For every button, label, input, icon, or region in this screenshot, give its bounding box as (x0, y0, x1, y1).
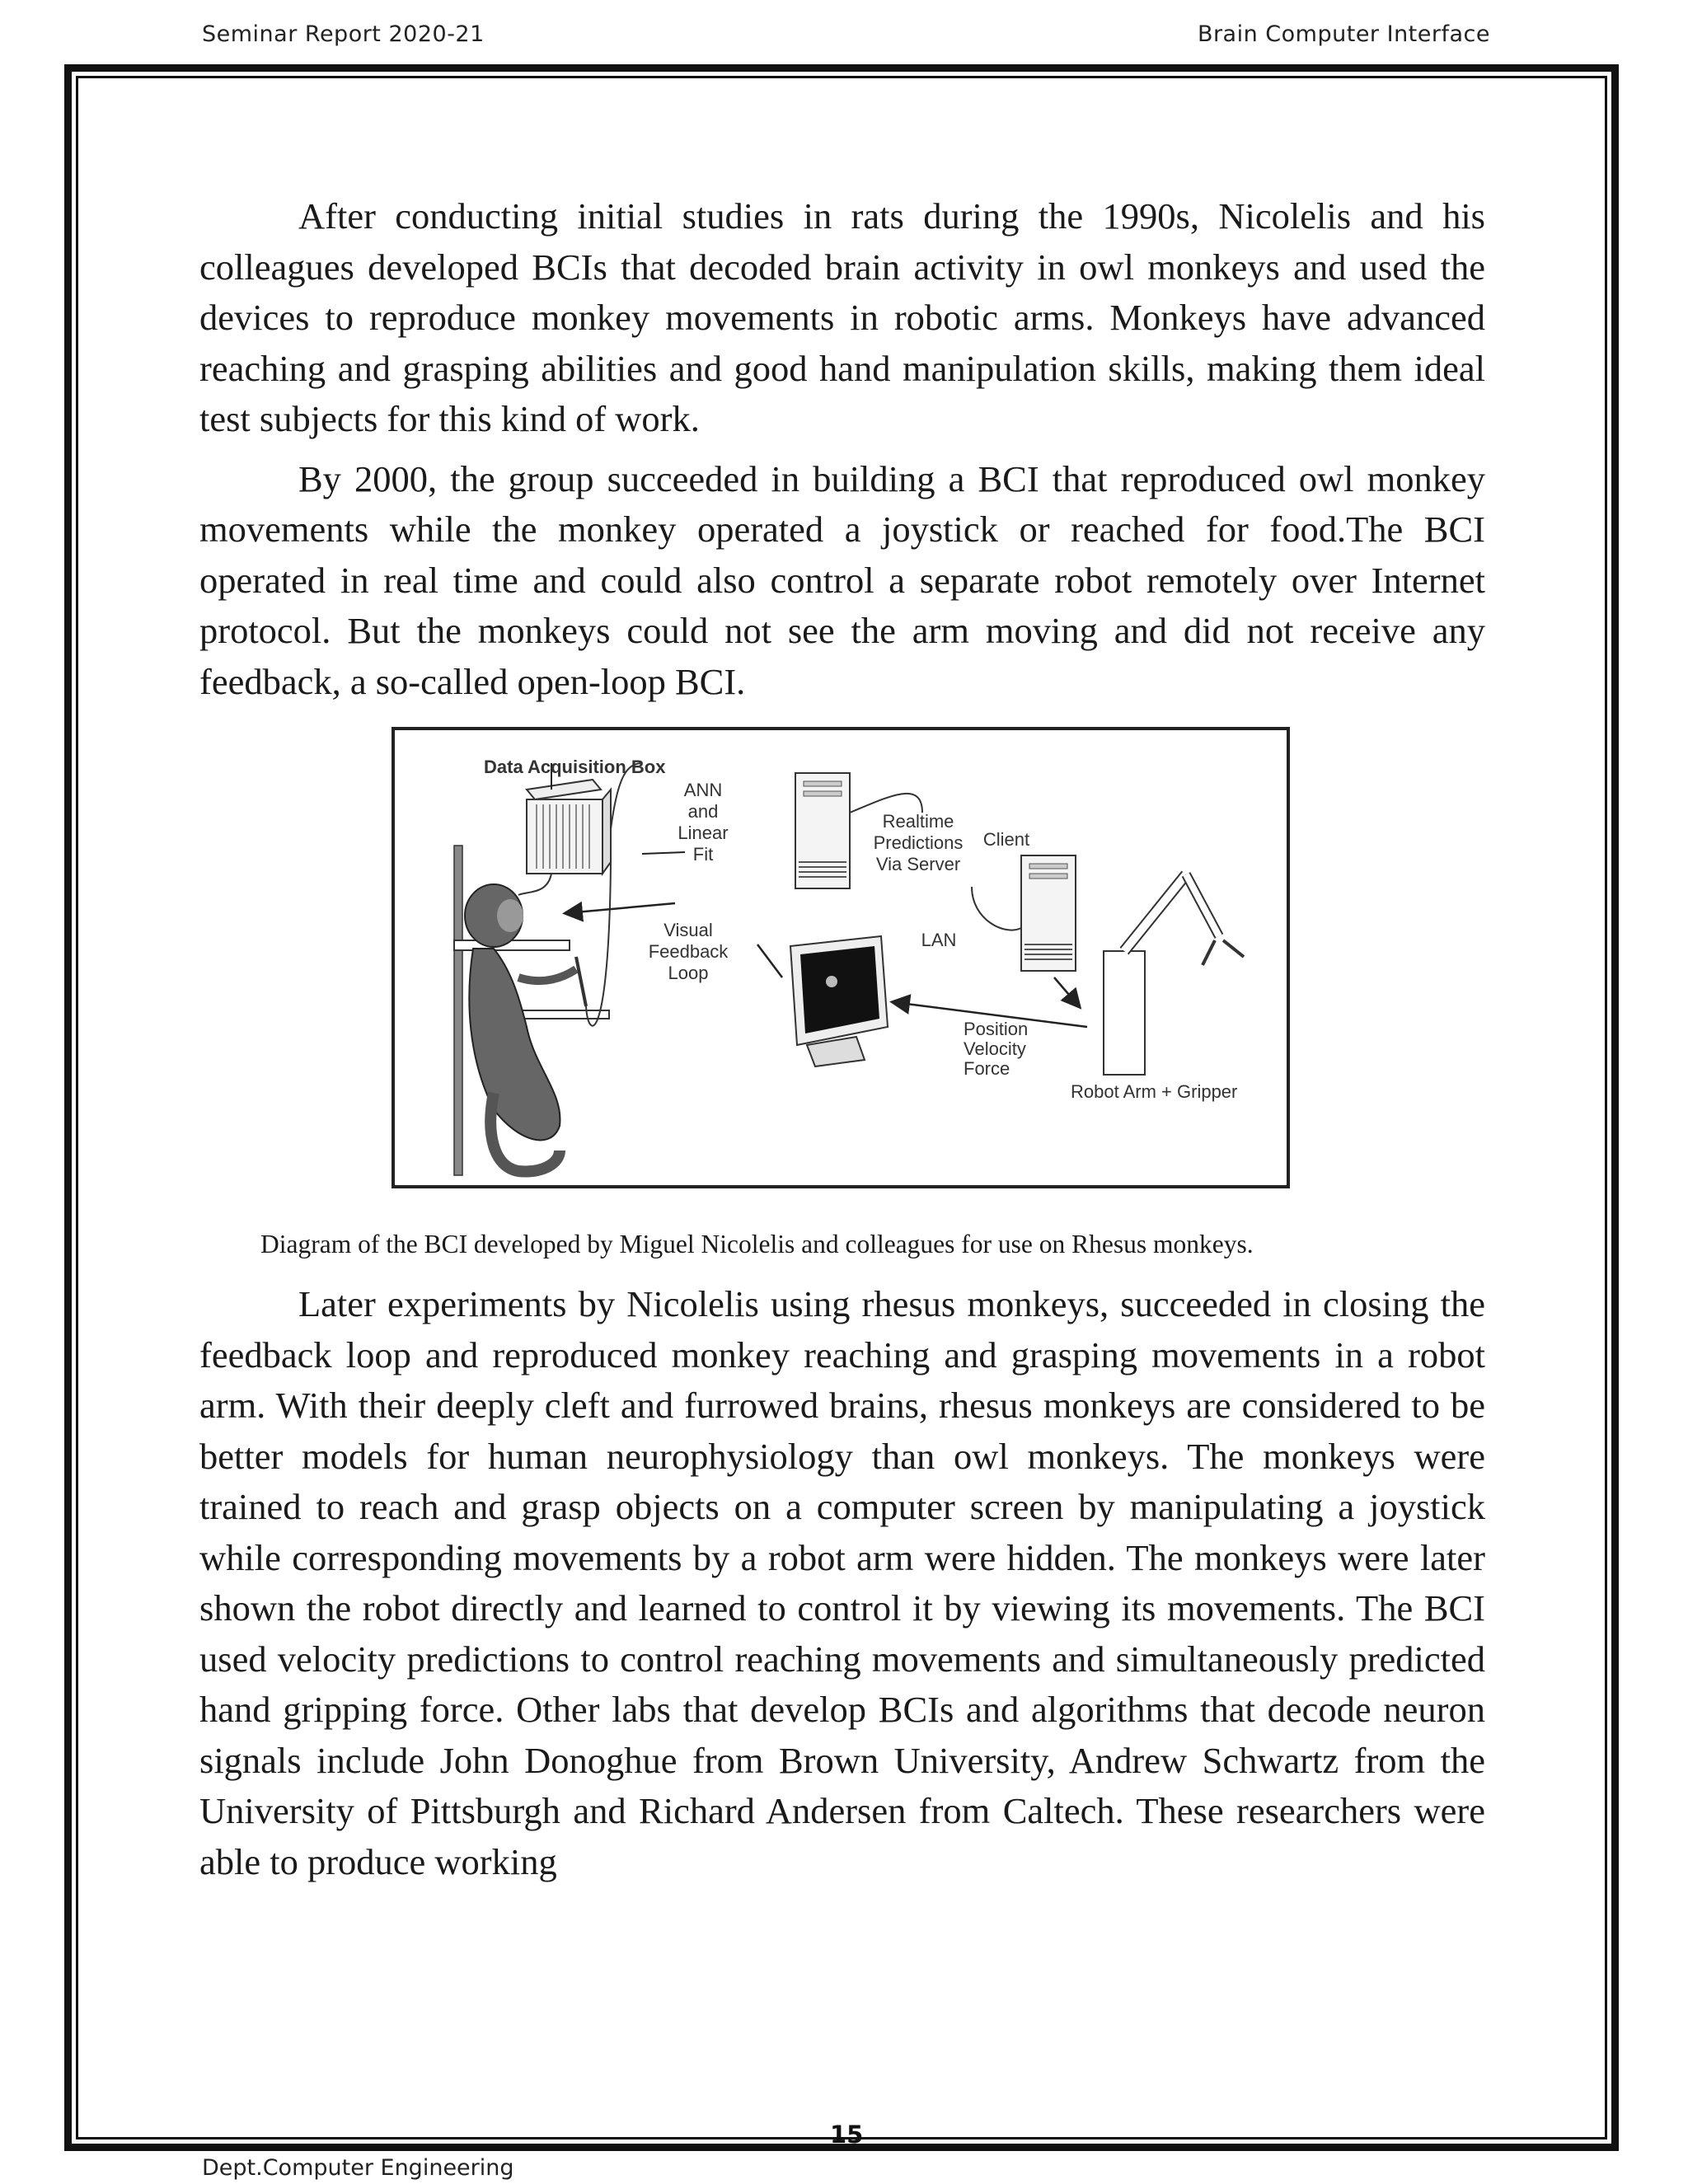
header-topic: Brain Computer Interface (1197, 21, 1490, 47)
label-loop: Loop (668, 963, 709, 983)
label-and: and (687, 801, 719, 822)
figure-caption: Diagram of the BCI developed by Miguel Nicolelis and colleagues for use on Rhesus monkeys. (260, 1230, 1254, 1258)
page-body (199, 191, 1485, 1887)
label-feedback: Feedback (648, 941, 729, 962)
footer-department: Dept.Computer Engineering (202, 2155, 514, 2181)
label-client: Client (982, 829, 1030, 850)
paragraph-owl-monkeys: After conducting initial studies in rats during the 1990s, Nicolelis and his colleagues developed BCIs that decoded brain activity in owl monkeys and used the devices to reproduce monkey movements in robotic arms. Monkeys have advanced reaching and grasping abilities and good hand manipulation skills, making them ideal test subjects for this kind of work. (199, 195, 1485, 439)
label-ann: ANN (683, 780, 723, 800)
page-number: 15 (830, 2121, 864, 2149)
label-visual: Visual (663, 920, 713, 940)
label-data-acquisition-box: Data Acquisition Box (484, 757, 666, 777)
label-position: Position (964, 1019, 1029, 1039)
server-tower (795, 773, 850, 888)
header-report-title: Seminar Report 2020-21 (202, 21, 485, 47)
label-force: Force (964, 1058, 1010, 1079)
robot-arm (1104, 874, 1244, 1075)
data-acquisition-box (527, 780, 611, 874)
bci-diagram (395, 730, 1287, 1185)
computer-monitor (790, 936, 888, 1066)
bci-diagram-figure (392, 727, 1290, 1188)
label-linear: Linear (678, 823, 729, 843)
client-tower (1021, 855, 1076, 971)
label-via-server: Via Server (875, 854, 961, 874)
label-predictions: Predictions (873, 832, 964, 853)
label-fit: Fit (692, 844, 714, 865)
label-lan: LAN (921, 930, 957, 950)
paragraph-rhesus-monkeys: Later experiments by Nicolelis using rhesus monkeys, succeeded in closing the feedback loop and reproduced monkey reaching and grasping movements in a robot arm. With their deeply cleft and furrowed brains, rhesus monkeys are considered to be better models for human neurophysiology than owl monkeys. The monkeys were trained to reach and grasp objects on a computer screen by manipulating a joystick while corresponding movements by a robot arm were hidden. The monkeys were later shown the robot directly and learned to control it by viewing its movements. The BCI used velocity predictions to control reaching movements and simultaneously predicted hand gripping force. Other labs that develop BCIs and algorithms that decode neuron signals include John Donoghue from Brown University, Andrew Schwartz from the University of Pittsburgh and Richard Andersen from Caltech. These researchers were able to produce working (199, 1283, 1485, 1882)
label-velocity: Velocity (964, 1038, 1026, 1059)
label-robot-arm-gripper: Robot Arm + Gripper (1071, 1081, 1238, 1102)
label-realtime: Realtime (882, 811, 954, 832)
paragraph-open-loop: By 2000, the group succeeded in building a BCI that reproduced owl monkey movements while the monkey operated a joystick or reached for food.The BCI operated in real time and could also control a separate robot remotely over Internet protocol. But the monkeys could not see the arm moving and did not receive any feedback, a so-called open-loop BCI. (199, 457, 1485, 702)
